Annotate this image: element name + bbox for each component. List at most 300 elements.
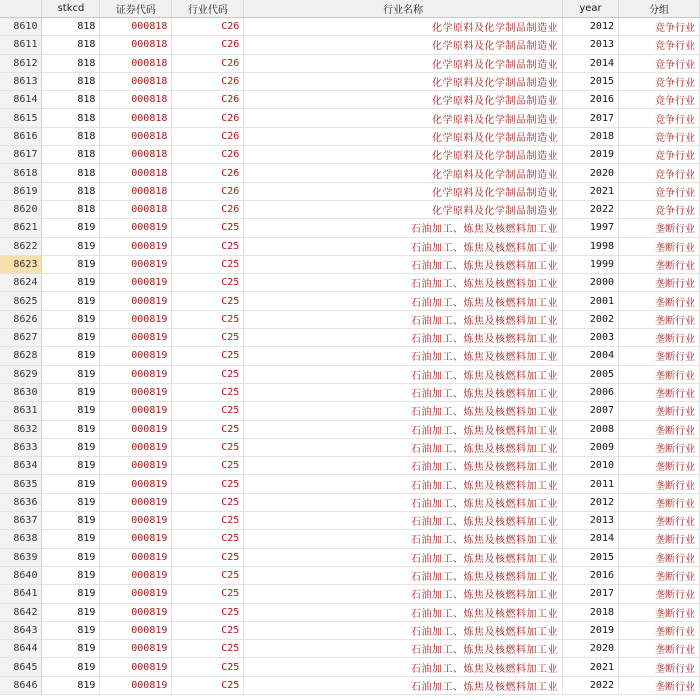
cell-stkcd[interactable]: 819 bbox=[42, 475, 100, 493]
row-number[interactable]: 8632 bbox=[0, 420, 42, 438]
table-row[interactable] bbox=[0, 347, 700, 365]
cell-industry-name[interactable]: 石油加工、炼焦及核燃料加工业 bbox=[244, 566, 563, 584]
table-row[interactable] bbox=[0, 475, 700, 493]
column-header-year[interactable]: year bbox=[563, 0, 619, 18]
row-number[interactable]: 8645 bbox=[0, 658, 42, 676]
cell-industry-code[interactable]: C26 bbox=[172, 54, 244, 72]
cell-group[interactable]: 竞争行业 bbox=[619, 182, 700, 200]
table-row[interactable] bbox=[0, 457, 700, 475]
row-number[interactable]: 8618 bbox=[0, 164, 42, 182]
cell-industry-name[interactable]: 化学原料及化学制品制造业 bbox=[244, 127, 563, 145]
cell-industry-code[interactable]: C26 bbox=[172, 109, 244, 127]
cell-year[interactable]: 2003 bbox=[563, 329, 619, 347]
row-number[interactable]: 8623 bbox=[0, 255, 42, 273]
cell-industry-code[interactable]: C25 bbox=[172, 420, 244, 438]
column-header-stkcd[interactable]: stkcd bbox=[42, 0, 100, 18]
cell-security-code[interactable]: 000819 bbox=[100, 493, 172, 511]
table-row[interactable] bbox=[0, 219, 700, 237]
cell-group[interactable]: 竞争行业 bbox=[619, 127, 700, 145]
table-row[interactable] bbox=[0, 402, 700, 420]
row-number[interactable]: 8629 bbox=[0, 365, 42, 383]
cell-industry-code[interactable]: C25 bbox=[172, 621, 244, 639]
cell-stkcd[interactable]: 818 bbox=[42, 200, 100, 218]
cell-industry-name[interactable]: 石油加工、炼焦及核燃料加工业 bbox=[244, 420, 563, 438]
cell-year[interactable]: 2017 bbox=[563, 585, 619, 603]
cell-group[interactable]: 垄断行业 bbox=[619, 640, 700, 658]
row-number[interactable]: 8643 bbox=[0, 621, 42, 639]
cell-stkcd[interactable]: 819 bbox=[42, 585, 100, 603]
cell-industry-name[interactable]: 化学原料及化学制品制造业 bbox=[244, 164, 563, 182]
cell-year[interactable]: 2010 bbox=[563, 457, 619, 475]
cell-year[interactable]: 2016 bbox=[563, 566, 619, 584]
table-row[interactable] bbox=[0, 548, 700, 566]
cell-year[interactable]: 2014 bbox=[563, 54, 619, 72]
cell-industry-name[interactable]: 石油加工、炼焦及核燃料加工业 bbox=[244, 365, 563, 383]
cell-security-code[interactable]: 000819 bbox=[100, 566, 172, 584]
row-number[interactable]: 8627 bbox=[0, 329, 42, 347]
table-row[interactable] bbox=[0, 566, 700, 584]
table-row[interactable] bbox=[0, 200, 700, 218]
cell-industry-code[interactable]: C25 bbox=[172, 219, 244, 237]
cell-group[interactable]: 垄断行业 bbox=[619, 457, 700, 475]
cell-year[interactable]: 2014 bbox=[563, 530, 619, 548]
cell-industry-code[interactable]: C25 bbox=[172, 237, 244, 255]
row-number[interactable]: 8638 bbox=[0, 530, 42, 548]
cell-security-code[interactable]: 000819 bbox=[100, 438, 172, 456]
cell-year[interactable]: 2016 bbox=[563, 91, 619, 109]
cell-security-code[interactable]: 000819 bbox=[100, 603, 172, 621]
cell-year[interactable]: 2015 bbox=[563, 548, 619, 566]
table-row[interactable] bbox=[0, 676, 700, 694]
table-row[interactable] bbox=[0, 365, 700, 383]
table-row[interactable] bbox=[0, 274, 700, 292]
cell-security-code[interactable]: 000818 bbox=[100, 200, 172, 218]
cell-industry-name[interactable]: 化学原料及化学制品制造业 bbox=[244, 36, 563, 54]
row-number[interactable]: 8634 bbox=[0, 457, 42, 475]
cell-security-code[interactable]: 000819 bbox=[100, 274, 172, 292]
row-number[interactable]: 8621 bbox=[0, 219, 42, 237]
table-row[interactable] bbox=[0, 18, 700, 36]
cell-year[interactable]: 2006 bbox=[563, 383, 619, 401]
cell-industry-code[interactable]: C25 bbox=[172, 658, 244, 676]
row-number[interactable]: 8616 bbox=[0, 127, 42, 145]
cell-year[interactable]: 2013 bbox=[563, 512, 619, 530]
cell-group[interactable]: 垄断行业 bbox=[619, 310, 700, 328]
cell-group[interactable]: 垄断行业 bbox=[619, 530, 700, 548]
column-header-industry-code[interactable]: 行业代码 bbox=[172, 0, 244, 18]
cell-industry-code[interactable]: C25 bbox=[172, 438, 244, 456]
cell-industry-code[interactable]: C26 bbox=[172, 164, 244, 182]
cell-year[interactable]: 1998 bbox=[563, 237, 619, 255]
cell-stkcd[interactable]: 819 bbox=[42, 255, 100, 273]
cell-group[interactable]: 垄断行业 bbox=[619, 548, 700, 566]
cell-industry-name[interactable]: 石油加工、炼焦及核燃料加工业 bbox=[244, 548, 563, 566]
cell-security-code[interactable]: 000819 bbox=[100, 402, 172, 420]
cell-group[interactable]: 垄断行业 bbox=[619, 329, 700, 347]
cell-year[interactable]: 2011 bbox=[563, 475, 619, 493]
cell-industry-code[interactable]: C25 bbox=[172, 640, 244, 658]
cell-security-code[interactable]: 000819 bbox=[100, 585, 172, 603]
cell-industry-code[interactable]: C25 bbox=[172, 255, 244, 273]
cell-stkcd[interactable]: 819 bbox=[42, 365, 100, 383]
cell-group[interactable]: 竞争行业 bbox=[619, 200, 700, 218]
table-row[interactable] bbox=[0, 530, 700, 548]
cell-year[interactable]: 2020 bbox=[563, 640, 619, 658]
cell-stkcd[interactable]: 818 bbox=[42, 72, 100, 90]
cell-industry-code[interactable]: C25 bbox=[172, 402, 244, 420]
cell-stkcd[interactable]: 818 bbox=[42, 36, 100, 54]
cell-group[interactable]: 竞争行业 bbox=[619, 54, 700, 72]
cell-industry-code[interactable]: C26 bbox=[172, 72, 244, 90]
cell-industry-code[interactable]: C26 bbox=[172, 91, 244, 109]
table-row[interactable] bbox=[0, 512, 700, 530]
cell-stkcd[interactable]: 819 bbox=[42, 676, 100, 694]
row-number[interactable]: 8620 bbox=[0, 200, 42, 218]
row-number[interactable]: 8641 bbox=[0, 585, 42, 603]
cell-stkcd[interactable]: 819 bbox=[42, 566, 100, 584]
row-number[interactable]: 8614 bbox=[0, 91, 42, 109]
cell-group[interactable]: 竞争行业 bbox=[619, 18, 700, 36]
cell-industry-code[interactable]: C25 bbox=[172, 383, 244, 401]
cell-group[interactable]: 垄断行业 bbox=[619, 603, 700, 621]
cell-group[interactable]: 竞争行业 bbox=[619, 72, 700, 90]
cell-stkcd[interactable]: 818 bbox=[42, 164, 100, 182]
table-row[interactable] bbox=[0, 438, 700, 456]
cell-security-code[interactable]: 000819 bbox=[100, 383, 172, 401]
column-header-industry-name[interactable]: 行业名称 bbox=[244, 0, 563, 18]
cell-group[interactable]: 垄断行业 bbox=[619, 292, 700, 310]
cell-industry-name[interactable]: 化学原料及化学制品制造业 bbox=[244, 146, 563, 164]
cell-stkcd[interactable]: 819 bbox=[42, 347, 100, 365]
cell-group[interactable]: 垄断行业 bbox=[619, 219, 700, 237]
cell-stkcd[interactable]: 819 bbox=[42, 603, 100, 621]
cell-security-code[interactable]: 000819 bbox=[100, 457, 172, 475]
table-row[interactable] bbox=[0, 292, 700, 310]
cell-year[interactable]: 2017 bbox=[563, 109, 619, 127]
cell-year[interactable]: 2020 bbox=[563, 164, 619, 182]
row-number[interactable]: 8628 bbox=[0, 347, 42, 365]
cell-stkcd[interactable]: 819 bbox=[42, 621, 100, 639]
cell-group[interactable]: 垄断行业 bbox=[619, 493, 700, 511]
cell-stkcd[interactable]: 819 bbox=[42, 658, 100, 676]
cell-group[interactable]: 垄断行业 bbox=[619, 402, 700, 420]
table-row[interactable] bbox=[0, 182, 700, 200]
cell-industry-name[interactable]: 石油加工、炼焦及核燃料加工业 bbox=[244, 603, 563, 621]
table-row[interactable] bbox=[0, 91, 700, 109]
cell-security-code[interactable]: 000819 bbox=[100, 475, 172, 493]
cell-industry-name[interactable]: 石油加工、炼焦及核燃料加工业 bbox=[244, 255, 563, 273]
cell-stkcd[interactable]: 819 bbox=[42, 219, 100, 237]
table-row[interactable] bbox=[0, 72, 700, 90]
cell-stkcd[interactable]: 818 bbox=[42, 18, 100, 36]
cell-security-code[interactable]: 000818 bbox=[100, 72, 172, 90]
cell-stkcd[interactable]: 819 bbox=[42, 548, 100, 566]
row-number[interactable]: 8633 bbox=[0, 438, 42, 456]
row-number[interactable]: 8613 bbox=[0, 72, 42, 90]
cell-industry-name[interactable]: 石油加工、炼焦及核燃料加工业 bbox=[244, 493, 563, 511]
cell-industry-name[interactable]: 化学原料及化学制品制造业 bbox=[244, 109, 563, 127]
cell-industry-name[interactable]: 石油加工、炼焦及核燃料加工业 bbox=[244, 347, 563, 365]
cell-group[interactable]: 垄断行业 bbox=[619, 438, 700, 456]
table-row[interactable] bbox=[0, 36, 700, 54]
row-number[interactable]: 8637 bbox=[0, 512, 42, 530]
cell-industry-name[interactable]: 化学原料及化学制品制造业 bbox=[244, 54, 563, 72]
row-number[interactable]: 8612 bbox=[0, 54, 42, 72]
cell-group[interactable]: 垄断行业 bbox=[619, 347, 700, 365]
cell-stkcd[interactable]: 819 bbox=[42, 383, 100, 401]
row-number[interactable]: 8617 bbox=[0, 146, 42, 164]
cell-group[interactable]: 竞争行业 bbox=[619, 109, 700, 127]
row-number[interactable]: 8630 bbox=[0, 383, 42, 401]
cell-security-code[interactable]: 000818 bbox=[100, 36, 172, 54]
cell-stkcd[interactable]: 819 bbox=[42, 640, 100, 658]
table-row[interactable] bbox=[0, 658, 700, 676]
cell-year[interactable]: 2002 bbox=[563, 310, 619, 328]
cell-year[interactable]: 2000 bbox=[563, 274, 619, 292]
cell-industry-name[interactable]: 石油加工、炼焦及核燃料加工业 bbox=[244, 402, 563, 420]
cell-stkcd[interactable]: 819 bbox=[42, 438, 100, 456]
cell-industry-code[interactable]: C25 bbox=[172, 603, 244, 621]
cell-group[interactable]: 垄断行业 bbox=[619, 475, 700, 493]
cell-stkcd[interactable]: 819 bbox=[42, 457, 100, 475]
cell-security-code[interactable]: 000819 bbox=[100, 219, 172, 237]
row-number[interactable]: 8611 bbox=[0, 36, 42, 54]
table-row[interactable] bbox=[0, 585, 700, 603]
cell-stkcd[interactable]: 818 bbox=[42, 91, 100, 109]
cell-security-code[interactable]: 000819 bbox=[100, 640, 172, 658]
cell-security-code[interactable]: 000818 bbox=[100, 164, 172, 182]
cell-year[interactable]: 2019 bbox=[563, 621, 619, 639]
table-row[interactable] bbox=[0, 164, 700, 182]
cell-group[interactable]: 垄断行业 bbox=[619, 420, 700, 438]
row-number[interactable]: 8644 bbox=[0, 640, 42, 658]
cell-industry-name[interactable]: 石油加工、炼焦及核燃料加工业 bbox=[244, 530, 563, 548]
cell-group[interactable]: 垄断行业 bbox=[619, 585, 700, 603]
cell-security-code[interactable]: 000819 bbox=[100, 237, 172, 255]
cell-security-code[interactable]: 000819 bbox=[100, 621, 172, 639]
cell-industry-name[interactable]: 石油加工、炼焦及核燃料加工业 bbox=[244, 438, 563, 456]
cell-group[interactable]: 垄断行业 bbox=[619, 658, 700, 676]
cell-security-code[interactable]: 000818 bbox=[100, 146, 172, 164]
cell-security-code[interactable]: 000819 bbox=[100, 658, 172, 676]
row-number[interactable]: 8631 bbox=[0, 402, 42, 420]
cell-group[interactable]: 垄断行业 bbox=[619, 255, 700, 273]
cell-industry-code[interactable]: C25 bbox=[172, 530, 244, 548]
cell-year[interactable]: 2018 bbox=[563, 603, 619, 621]
cell-year[interactable]: 2022 bbox=[563, 200, 619, 218]
cell-year[interactable]: 2009 bbox=[563, 438, 619, 456]
row-number[interactable]: 8610 bbox=[0, 18, 42, 36]
cell-industry-code[interactable]: C25 bbox=[172, 548, 244, 566]
cell-security-code[interactable]: 000818 bbox=[100, 182, 172, 200]
table-row[interactable] bbox=[0, 603, 700, 621]
row-number[interactable]: 8625 bbox=[0, 292, 42, 310]
cell-group[interactable]: 垄断行业 bbox=[619, 676, 700, 694]
cell-industry-code[interactable]: C25 bbox=[172, 566, 244, 584]
cell-security-code[interactable]: 000819 bbox=[100, 676, 172, 694]
cell-industry-code[interactable]: C25 bbox=[172, 676, 244, 694]
table-row[interactable] bbox=[0, 310, 700, 328]
cell-industry-name[interactable]: 石油加工、炼焦及核燃料加工业 bbox=[244, 457, 563, 475]
cell-industry-name[interactable]: 化学原料及化学制品制造业 bbox=[244, 18, 563, 36]
row-number[interactable]: 8635 bbox=[0, 475, 42, 493]
table-row[interactable] bbox=[0, 420, 700, 438]
table-row[interactable] bbox=[0, 54, 700, 72]
row-number[interactable]: 8642 bbox=[0, 603, 42, 621]
cell-industry-code[interactable]: C25 bbox=[172, 475, 244, 493]
cell-group[interactable]: 竞争行业 bbox=[619, 164, 700, 182]
row-number-header[interactable] bbox=[0, 0, 42, 18]
cell-stkcd[interactable]: 819 bbox=[42, 237, 100, 255]
cell-industry-name[interactable]: 石油加工、炼焦及核燃料加工业 bbox=[244, 585, 563, 603]
cell-security-code[interactable]: 000818 bbox=[100, 109, 172, 127]
column-header-security-code[interactable]: 证券代码 bbox=[100, 0, 172, 18]
cell-industry-name[interactable]: 化学原料及化学制品制造业 bbox=[244, 91, 563, 109]
cell-stkcd[interactable]: 818 bbox=[42, 54, 100, 72]
cell-year[interactable]: 2005 bbox=[563, 365, 619, 383]
cell-industry-code[interactable]: C26 bbox=[172, 182, 244, 200]
row-number[interactable]: 8615 bbox=[0, 109, 42, 127]
cell-industry-name[interactable]: 石油加工、炼焦及核燃料加工业 bbox=[244, 310, 563, 328]
cell-year[interactable]: 2019 bbox=[563, 146, 619, 164]
cell-group[interactable]: 垄断行业 bbox=[619, 274, 700, 292]
cell-industry-code[interactable]: C25 bbox=[172, 347, 244, 365]
cell-year[interactable]: 1999 bbox=[563, 255, 619, 273]
cell-year[interactable]: 2004 bbox=[563, 347, 619, 365]
cell-year[interactable]: 1997 bbox=[563, 219, 619, 237]
cell-group[interactable]: 竞争行业 bbox=[619, 146, 700, 164]
cell-industry-code[interactable]: C25 bbox=[172, 274, 244, 292]
cell-industry-code[interactable]: C25 bbox=[172, 457, 244, 475]
table-row[interactable] bbox=[0, 493, 700, 511]
row-number[interactable]: 8624 bbox=[0, 274, 42, 292]
row-number[interactable]: 8619 bbox=[0, 182, 42, 200]
row-number[interactable]: 8636 bbox=[0, 493, 42, 511]
cell-industry-name[interactable]: 石油加工、炼焦及核燃料加工业 bbox=[244, 676, 563, 694]
cell-industry-name[interactable]: 石油加工、炼焦及核燃料加工业 bbox=[244, 219, 563, 237]
cell-industry-code[interactable]: C26 bbox=[172, 18, 244, 36]
cell-industry-name[interactable]: 石油加工、炼焦及核燃料加工业 bbox=[244, 329, 563, 347]
cell-stkcd[interactable]: 819 bbox=[42, 512, 100, 530]
table-row[interactable] bbox=[0, 109, 700, 127]
cell-group[interactable]: 垄断行业 bbox=[619, 512, 700, 530]
table-row[interactable] bbox=[0, 237, 700, 255]
row-number[interactable]: 8640 bbox=[0, 566, 42, 584]
cell-industry-name[interactable]: 石油加工、炼焦及核燃料加工业 bbox=[244, 640, 563, 658]
cell-security-code[interactable]: 000818 bbox=[100, 54, 172, 72]
cell-security-code[interactable]: 000819 bbox=[100, 329, 172, 347]
cell-industry-name[interactable]: 石油加工、炼焦及核燃料加工业 bbox=[244, 383, 563, 401]
cell-security-code[interactable]: 000819 bbox=[100, 292, 172, 310]
cell-industry-code[interactable]: C26 bbox=[172, 200, 244, 218]
table-row[interactable] bbox=[0, 640, 700, 658]
cell-group[interactable]: 竞争行业 bbox=[619, 91, 700, 109]
cell-group[interactable]: 垄断行业 bbox=[619, 621, 700, 639]
cell-year[interactable]: 2013 bbox=[563, 36, 619, 54]
cell-security-code[interactable]: 000818 bbox=[100, 18, 172, 36]
cell-year[interactable]: 2022 bbox=[563, 676, 619, 694]
cell-stkcd[interactable]: 818 bbox=[42, 146, 100, 164]
cell-stkcd[interactable]: 818 bbox=[42, 109, 100, 127]
cell-security-code[interactable]: 000818 bbox=[100, 91, 172, 109]
cell-industry-code[interactable]: C26 bbox=[172, 146, 244, 164]
row-number[interactable]: 8646 bbox=[0, 676, 42, 694]
cell-group[interactable]: 垄断行业 bbox=[619, 237, 700, 255]
cell-security-code[interactable]: 000819 bbox=[100, 310, 172, 328]
cell-year[interactable]: 2012 bbox=[563, 18, 619, 36]
cell-security-code[interactable]: 000819 bbox=[100, 255, 172, 273]
cell-year[interactable]: 2008 bbox=[563, 420, 619, 438]
cell-group[interactable]: 垄断行业 bbox=[619, 383, 700, 401]
cell-stkcd[interactable]: 819 bbox=[42, 329, 100, 347]
cell-stkcd[interactable]: 819 bbox=[42, 530, 100, 548]
cell-industry-name[interactable]: 石油加工、炼焦及核燃料加工业 bbox=[244, 274, 563, 292]
cell-year[interactable]: 2001 bbox=[563, 292, 619, 310]
table-row[interactable] bbox=[0, 383, 700, 401]
cell-security-code[interactable]: 000819 bbox=[100, 365, 172, 383]
row-number[interactable]: 8626 bbox=[0, 310, 42, 328]
row-number[interactable]: 8639 bbox=[0, 548, 42, 566]
cell-security-code[interactable]: 000819 bbox=[100, 548, 172, 566]
cell-stkcd[interactable]: 819 bbox=[42, 292, 100, 310]
cell-security-code[interactable]: 000819 bbox=[100, 347, 172, 365]
cell-stkcd[interactable]: 818 bbox=[42, 127, 100, 145]
cell-stkcd[interactable]: 819 bbox=[42, 274, 100, 292]
cell-industry-code[interactable]: C25 bbox=[172, 292, 244, 310]
cell-industry-name[interactable]: 石油加工、炼焦及核燃料加工业 bbox=[244, 237, 563, 255]
cell-security-code[interactable]: 000819 bbox=[100, 512, 172, 530]
cell-year[interactable]: 2015 bbox=[563, 72, 619, 90]
table-row[interactable] bbox=[0, 127, 700, 145]
cell-year[interactable]: 2007 bbox=[563, 402, 619, 420]
cell-security-code[interactable]: 000819 bbox=[100, 530, 172, 548]
cell-industry-code[interactable]: C25 bbox=[172, 493, 244, 511]
cell-stkcd[interactable]: 819 bbox=[42, 402, 100, 420]
cell-industry-name[interactable]: 石油加工、炼焦及核燃料加工业 bbox=[244, 475, 563, 493]
cell-industry-code[interactable]: C25 bbox=[172, 365, 244, 383]
cell-security-code[interactable]: 000819 bbox=[100, 420, 172, 438]
cell-group[interactable]: 垄断行业 bbox=[619, 365, 700, 383]
cell-industry-name[interactable]: 石油加工、炼焦及核燃料加工业 bbox=[244, 512, 563, 530]
cell-industry-code[interactable]: C25 bbox=[172, 585, 244, 603]
cell-stkcd[interactable]: 819 bbox=[42, 420, 100, 438]
table-row[interactable] bbox=[0, 329, 700, 347]
cell-industry-name[interactable]: 石油加工、炼焦及核燃料加工业 bbox=[244, 621, 563, 639]
cell-stkcd[interactable]: 818 bbox=[42, 182, 100, 200]
cell-industry-name[interactable]: 化学原料及化学制品制造业 bbox=[244, 200, 563, 218]
cell-industry-name[interactable]: 化学原料及化学制品制造业 bbox=[244, 72, 563, 90]
cell-stkcd[interactable]: 819 bbox=[42, 493, 100, 511]
cell-industry-code[interactable]: C26 bbox=[172, 127, 244, 145]
cell-year[interactable]: 2012 bbox=[563, 493, 619, 511]
table-row[interactable] bbox=[0, 255, 700, 273]
table-row[interactable] bbox=[0, 146, 700, 164]
cell-industry-name[interactable]: 化学原料及化学制品制造业 bbox=[244, 182, 563, 200]
cell-industry-code[interactable]: C25 bbox=[172, 310, 244, 328]
cell-stkcd[interactable]: 819 bbox=[42, 310, 100, 328]
cell-industry-code[interactable]: C25 bbox=[172, 512, 244, 530]
cell-year[interactable]: 2018 bbox=[563, 127, 619, 145]
cell-group[interactable]: 竞争行业 bbox=[619, 36, 700, 54]
cell-group[interactable]: 垄断行业 bbox=[619, 566, 700, 584]
cell-industry-name[interactable]: 石油加工、炼焦及核燃料加工业 bbox=[244, 292, 563, 310]
cell-industry-name[interactable]: 石油加工、炼焦及核燃料加工业 bbox=[244, 658, 563, 676]
cell-year[interactable]: 2021 bbox=[563, 182, 619, 200]
cell-security-code[interactable]: 000818 bbox=[100, 127, 172, 145]
cell-year[interactable]: 2021 bbox=[563, 658, 619, 676]
table-row[interactable] bbox=[0, 621, 700, 639]
row-number[interactable]: 8622 bbox=[0, 237, 42, 255]
